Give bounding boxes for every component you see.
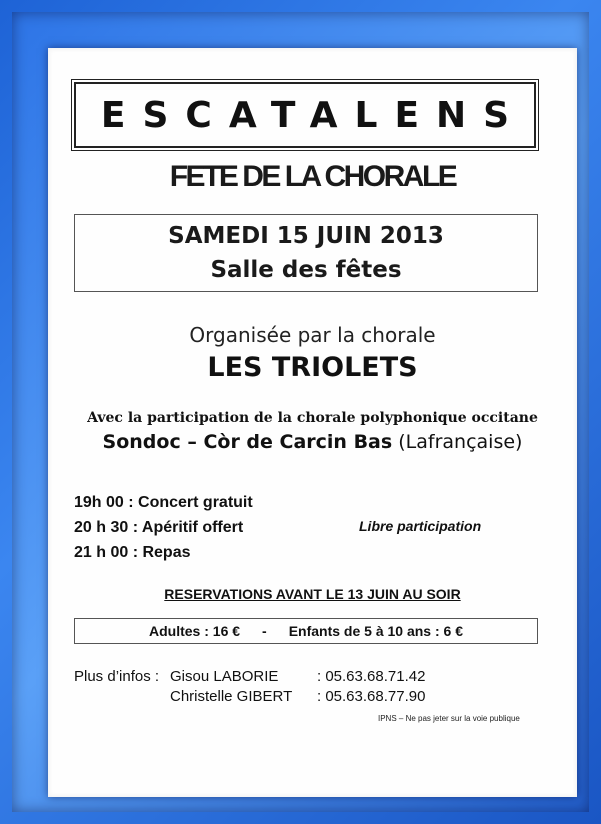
price-children: Enfants de 5 à 10 ans : 6 €	[288, 623, 463, 639]
contact-phone: : 05.63.68.77.90	[317, 688, 426, 705]
title-box	[74, 82, 536, 148]
poster-paper	[48, 48, 577, 797]
schedule-item: 19h 00 : Concert gratuit	[74, 494, 253, 511]
reservations-notice: RESERVATIONS AVANT LE 13 JUIN AU SOIR	[164, 586, 461, 602]
date-box	[74, 214, 538, 292]
ipns-notice: IPNS – Ne pas jeter sur la voie publique	[378, 714, 520, 723]
event-venue: Salle des fêtes	[210, 257, 402, 283]
contact-phone: : 05.63.68.71.42	[317, 668, 426, 685]
event-date: SAMEDI 15 JUIN 2013	[168, 223, 444, 249]
price-adults: Adultes : 16 €	[149, 623, 241, 639]
contact-name: Christelle GIBERT	[170, 688, 293, 705]
schedule-item: 20 h 30 : Apéritif offert	[74, 519, 244, 536]
guest-choir-place: (Lafrançaise)	[398, 431, 523, 453]
price-box	[74, 618, 538, 644]
organised-by: Organisée par la chorale	[189, 323, 436, 347]
participation-text: Avec la participation de la chorale polyphonique occitane	[87, 410, 538, 426]
blue-frame-inner	[12, 12, 589, 812]
info-label: Plus d’infos :	[74, 668, 160, 685]
contact-name: Gisou LABORIE	[170, 668, 279, 685]
event-title: FETE DE LA CHORALE	[169, 160, 456, 193]
guest-choir	[48, 431, 577, 453]
choir-name: LES TRIOLETS	[207, 352, 418, 383]
schedule-item: 21 h 00 : Repas	[74, 544, 191, 561]
price-separator: -	[262, 623, 267, 639]
town-title: ESCATALENS	[100, 94, 527, 136]
libre-participation: Libre participation	[359, 518, 482, 534]
guest-choir-name: Sondoc – Còr de Carcin Bas	[102, 431, 393, 453]
